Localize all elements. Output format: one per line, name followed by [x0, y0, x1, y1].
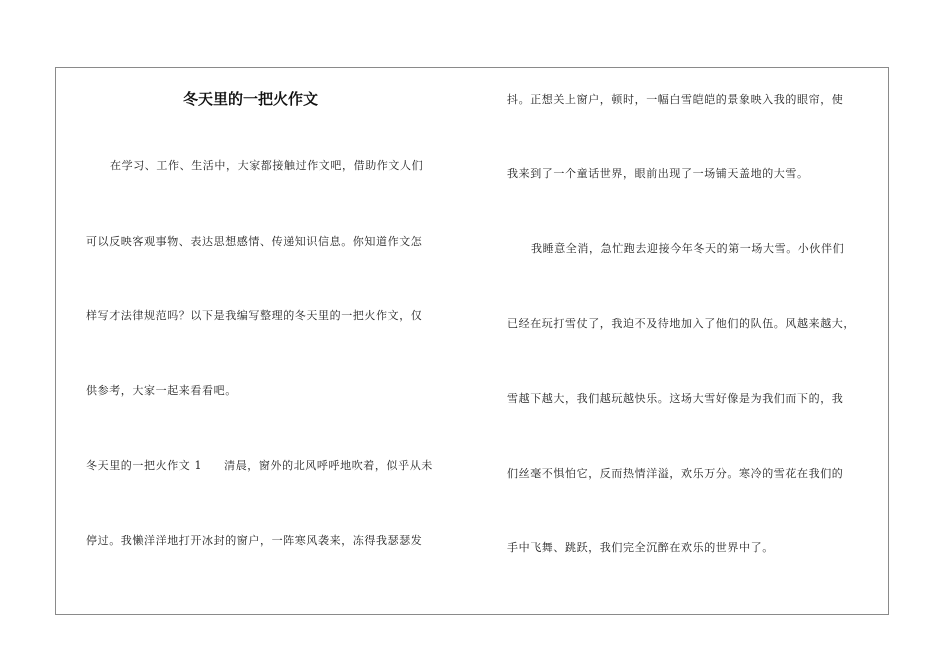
paragraph-line: 雪越下越大，我们越玩越快乐。这场大雪好像是为我们而下的，我 — [507, 392, 844, 405]
document-page — [55, 67, 889, 615]
section-heading: 冬天里的一把火作文 1 — [86, 459, 203, 472]
paragraph-line: 在学习、工作、生活中，大家都接触过作文吧，借助作文人们 — [110, 159, 424, 172]
section-heading-line — [86, 458, 433, 474]
paragraph-line: 手中飞舞、跳跃，我们完全沉醉在欢乐的世界中了。 — [507, 541, 774, 554]
document-title: 冬天里的一把火作文 — [183, 90, 319, 108]
paragraph-line: 我睡意全消，急忙跑去迎接今年冬天的第一场大雪。小伙伴们 — [531, 242, 845, 255]
paragraph-line: 们丝毫不惧怕它，反而热情洋溢，欢乐万分。寒冷的雪花在我们的 — [507, 467, 844, 480]
paragraph-line: 供参考，大家一起来看看吧。 — [86, 384, 237, 397]
paragraph-line: 样写才法律规范吗？以下是我编写整理的冬天里的一把火作文，仅 — [86, 309, 423, 322]
paragraph-line: 停过。我懒洋洋地打开冰封的窗户，一阵寒风袭来，冻得我瑟瑟发 — [86, 534, 423, 547]
paragraph-line: 我来到了一个童话世界，眼前出现了一场铺天盖地的大雪。 — [507, 167, 809, 180]
paragraph-line: 抖。正想关上窗户，顿时，一幅白雪皑皑的景象映入我的眼帘，使 — [507, 93, 844, 106]
paragraph-text: 清晨，窗外的北风呼呼地吹着，似乎从未 — [224, 459, 433, 472]
paragraph-line: 已经在玩打雪仗了，我迫不及待地加入了他们的队伍。风越来越大， — [507, 317, 855, 330]
paragraph-line: 可以反映客观事物、表达思想感情、传递知识信息。你知道作文怎 — [86, 235, 423, 248]
